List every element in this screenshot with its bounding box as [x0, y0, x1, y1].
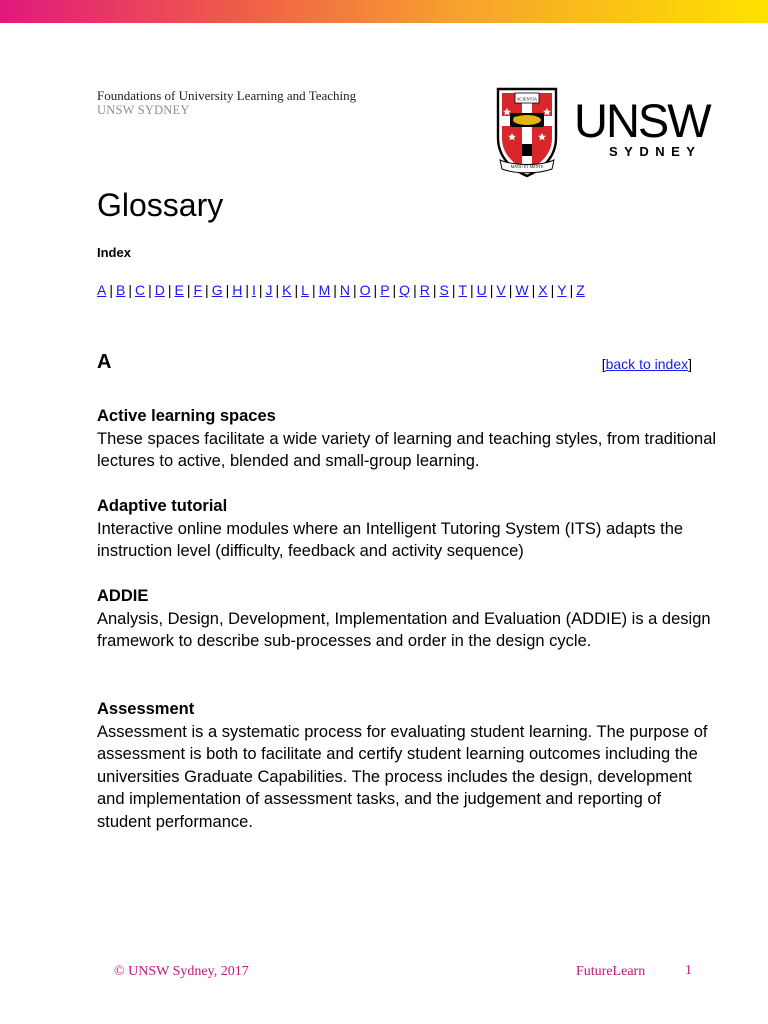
index-separator: |: [225, 282, 230, 298]
crest-motto: MANU ET MENTE: [510, 164, 544, 169]
index-separator: |: [275, 282, 280, 298]
glossary-entry: [97, 495, 717, 563]
letter-index-nav: [97, 281, 585, 299]
back-to-index: [602, 355, 692, 373]
entry-term: Active learning spaces: [97, 407, 276, 425]
footer-copyright: © UNSW Sydney, 2017: [114, 964, 249, 979]
index-letter-link-n[interactable]: N: [339, 282, 351, 298]
index-separator: |: [148, 282, 152, 298]
index-letter-link-z[interactable]: Z: [576, 282, 585, 298]
index-separator: |: [432, 282, 437, 298]
glossary-entry: [97, 405, 717, 473]
entry-term: Adaptive tutorial: [97, 497, 228, 515]
index-letter-link-p[interactable]: P: [380, 282, 390, 298]
index-label: Index: [97, 245, 131, 260]
entry-definition: Analysis, Design, Development, Implementation and Evaluation (ADDIE) is a design framework to describe sub-processes and order in the design cycle.: [97, 609, 711, 650]
top-gradient-bar: [0, 0, 768, 23]
index-separator: |: [167, 282, 172, 298]
index-separator: |: [489, 282, 494, 298]
index-separator: |: [353, 282, 357, 298]
index-letter-link-l[interactable]: L: [301, 282, 309, 298]
index-separator: |: [128, 282, 132, 298]
index-letter-link-f[interactable]: F: [193, 282, 203, 298]
back-link-open-bracket: [: [601, 356, 606, 372]
course-title: Foundations of University Learning and Teaching: [97, 88, 357, 103]
footer-page-number: 1: [685, 963, 692, 978]
index-separator: |: [569, 282, 574, 298]
index-letter-link-c[interactable]: C: [134, 282, 146, 298]
unsw-crest-icon: [495, 86, 559, 180]
index-separator: |: [373, 282, 378, 298]
index-separator: |: [508, 282, 513, 298]
entry-definition: Assessment is a systematic process for evaluating student learning. The purpose of assessment is both to facilitate and certify student learning outcomes including the universities Graduate Capabilities. The process includes the design, development and implementation of assessment tasks, and the judgement and reporting of student performance.: [97, 722, 708, 831]
index-separator: |: [451, 282, 456, 298]
index-separator: |: [109, 282, 113, 298]
index-separator: |: [258, 282, 263, 298]
entry-term: ADDIE: [97, 587, 149, 605]
entry-definition: These spaces facilitate a wide variety of learning and teaching styles, from traditional lectures to active, blended and small-group learning.: [97, 429, 717, 470]
footer-brand: FutureLearn: [576, 964, 646, 979]
index-letter-link-m[interactable]: M: [318, 282, 331, 298]
logo-wordmark: UNSW: [574, 94, 710, 147]
unsw-logo: [574, 94, 730, 159]
index-letter-link-d[interactable]: D: [154, 282, 165, 298]
index-letter-link-t[interactable]: T: [458, 282, 468, 298]
glossary-entry: [97, 585, 717, 653]
index-letter-link-h[interactable]: H: [232, 282, 243, 298]
index-letter-link-q[interactable]: Q: [399, 282, 411, 298]
entry-definition: Interactive online modules where an Intelligent Tutoring System (ITS) adapts the instruction level (difficulty, feedback and activity sequence): [97, 519, 684, 560]
index-letter-link-k[interactable]: K: [282, 282, 292, 298]
index-separator: |: [392, 282, 397, 298]
section-heading-a: A: [97, 351, 112, 373]
index-separator: |: [245, 282, 249, 298]
university-name: UNSW SYDNEY: [97, 103, 190, 117]
index-separator: |: [294, 282, 299, 298]
glossary-entry: [97, 698, 717, 833]
crest-scroll-text: SCIENTIA: [516, 96, 538, 102]
index-letter-link-a[interactable]: A: [97, 282, 107, 298]
index-separator: |: [205, 282, 209, 298]
back-link-close-bracket: ]: [688, 356, 692, 372]
index-separator: |: [550, 282, 555, 298]
logo-subtitle: SYDNEY: [609, 144, 702, 159]
index-letter-link-r[interactable]: R: [419, 282, 430, 298]
index-separator: |: [333, 282, 337, 298]
index-letter-link-o[interactable]: O: [359, 282, 371, 298]
index-letter-link-b[interactable]: B: [115, 282, 126, 298]
index-letter-link-y[interactable]: Y: [557, 282, 567, 298]
index-letter-link-v[interactable]: V: [496, 282, 506, 298]
index-letter-link-w[interactable]: W: [515, 282, 529, 298]
index-separator: |: [470, 282, 474, 298]
index-separator: |: [531, 282, 536, 298]
index-letter-link-e[interactable]: E: [174, 282, 184, 298]
index-letter-link-u[interactable]: U: [476, 282, 487, 298]
index-separator: |: [186, 282, 191, 298]
index-letter-link-j[interactable]: J: [265, 282, 273, 298]
index-letter-link-i[interactable]: I: [251, 282, 256, 298]
index-separator: |: [413, 282, 417, 298]
index-letter-link-g[interactable]: G: [211, 282, 223, 298]
index-letter-link-x[interactable]: X: [538, 282, 548, 298]
back-to-index-link[interactable]: back to index: [605, 356, 689, 372]
page-title: Glossary: [97, 187, 224, 223]
entry-term: Assessment: [97, 700, 195, 718]
index-separator: |: [311, 282, 316, 298]
index-letter-link-s[interactable]: S: [439, 282, 449, 298]
